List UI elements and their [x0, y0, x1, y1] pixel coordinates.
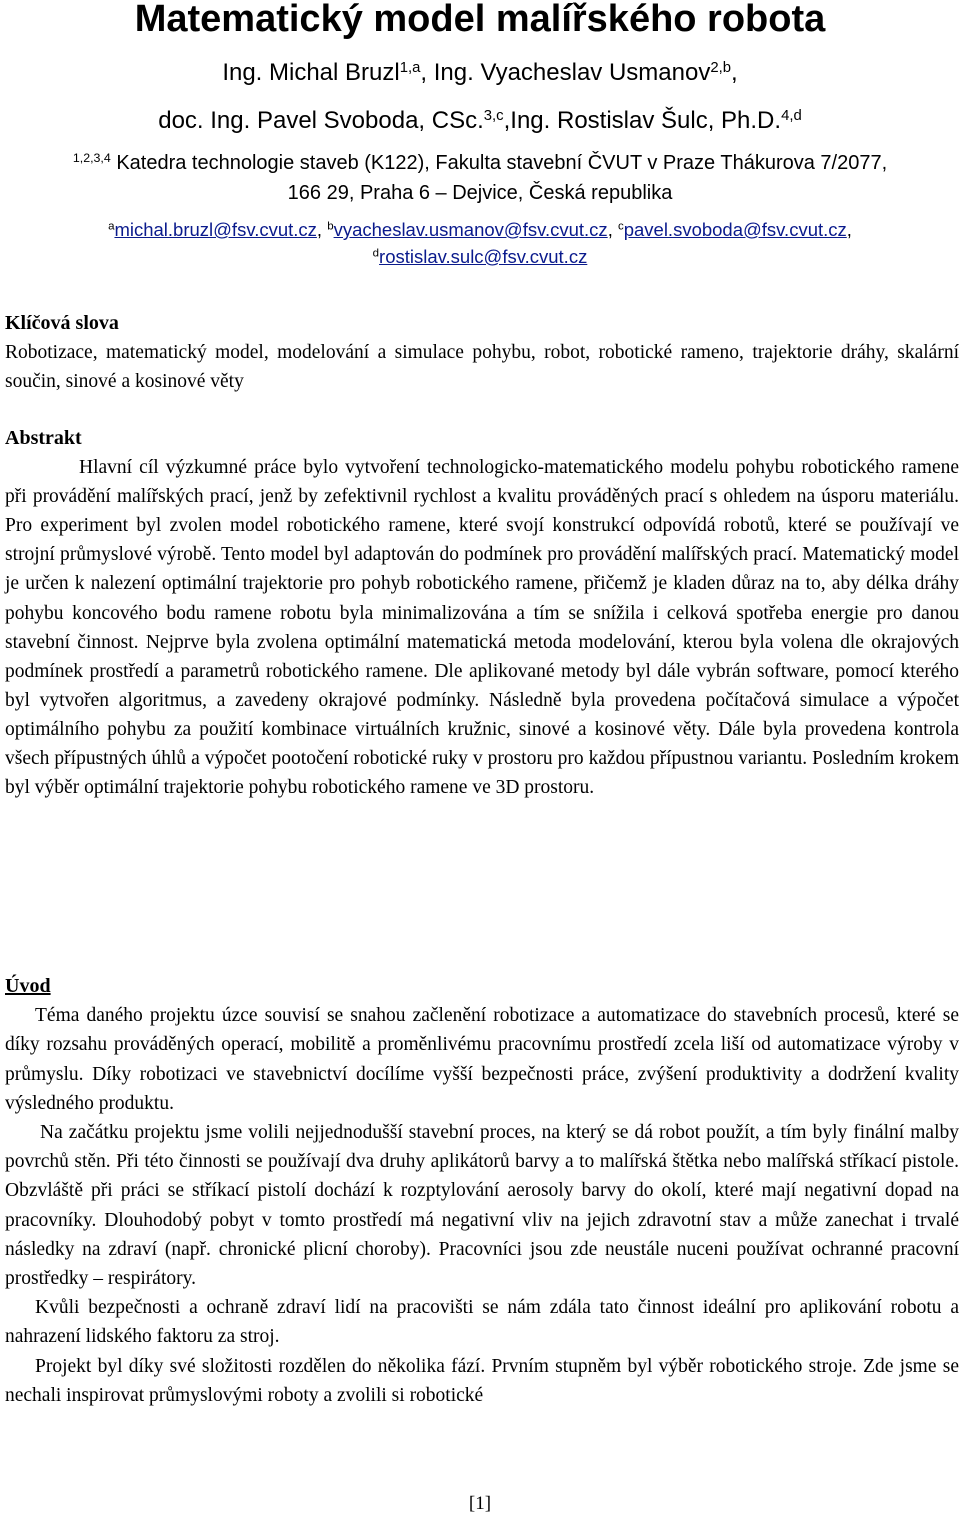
keywords-heading: Klíčová slova — [5, 312, 119, 334]
email-c-link[interactable]: pavel.svoboda@fsv.cvut.cz — [623, 219, 847, 240]
intro-paragraph-1: Téma daného projektu úzce souvisí se snahou začlenění robotizace a automatizace do stavebních procesů, které se díky rozsahu prováděných operací, mobilitě a proměnlivému pracovnímu prostředí zcela liší od automatizace výroby v průmyslu. Díky robotizaci ve stavebnictví docílíme vyšší bezpečnosti práce, zvýšení produktivity a dodržení kvality výsledného produktu. — [5, 1005, 959, 1114]
email-b-link[interactable]: vyacheslav.usmanov@fsv.cvut.cz — [333, 219, 608, 240]
keywords-text: Robotizace, matematický model, modelování a simulace pohybu, robot, robotické rameno, trajektorie dráhy, skalární součin, sinové a kosinové věty — [5, 342, 959, 392]
affiliation-sup: 1,2,3,4 — [72, 151, 111, 166]
abstract-heading: Abstrakt — [5, 427, 82, 449]
email-separator: , — [607, 219, 618, 240]
author-3-name: doc. Ing. Pavel Svoboda, CSc. — [158, 107, 484, 134]
emails-line-1 — [0, 218, 960, 242]
intro-paragraph-4: Projekt byl díky své složitosti rozdělen do několika fází. Prvním stupněm byl výběr robotického stroje. Zde jsme se nechali inspirovat průmyslovými roboty a zvolili si robotické — [5, 1355, 959, 1406]
intro-paragraph-2: Na začátku projektu jsme volili nejjednodušší stavební proces, na který se dá robot použít, a tím byly finální malby povrchů stěn. Při této činnosti se používají dva druhy aplikátorů barvy a to malířská štětka nebo malířská stříkací pistole. Obzvláště při práci se stříkací pistolí dochází k rozptylování aerosoly barvy do okolí, které mají negativní dopad na pracovníky. Dlouhodobý pobyt v tomto prostředí má negativní vliv na jejich zdravotní stav a může zanechat i trvalé následky na zdraví (např. chronické plicní choroby). Pracovníci jsou zde neustále nuceni používat ochranné pracovní prostředky – respirátory. — [5, 1122, 959, 1290]
authors-line-1 — [0, 57, 960, 89]
email-c-sup: c — [617, 220, 624, 233]
author-4-name: Ing. Rostislav Šulc, Ph.D. — [510, 107, 782, 134]
author-3-sup: 3,c — [483, 107, 504, 124]
email-b-sup: b — [327, 220, 334, 233]
email-d-sup: d — [372, 247, 380, 260]
abstract-section — [5, 424, 959, 802]
intro-heading: Úvod — [5, 975, 51, 997]
email-a-sup: a — [108, 220, 115, 233]
author-separator: , — [420, 59, 434, 86]
paper-title: Matematický model malířského robota — [134, 0, 826, 40]
author-line-end: , — [731, 59, 738, 86]
abstract-text: Hlavní cíl výzkumné práce bylo vytvoření technologicko-matematického modelu pohybu robotického ramene při provádění malířských prací, jenž by zefektivnil rychlost a kvalitu prováděných prací s ohledem na úsporu materiálu. Pro experiment byl zvolen model robotického ramene, které svojí konstrukcí odpovídá robotů, které se používají ve strojní průmyslové výrobě. Tento model byl adaptován do podmínek pro provádění malířských prací. Matematický model je určen k nalezení optimální trajektorie pro pohyb robotického ramene, přičemž je kladen důraz na to, aby délka dráhy pohybu koncového bodu ramene robotu byla minimalizována a tím se snížila i celková spotřeba energie pro danou stavební činnost. Nejprve byla zvolena optimální matematická metoda modelování, kterou byla volena dle okrajových podmínek prostředí a parametrů robotického ramene. Dle aplikované metody byl dále vybrán software, pomocí kterého byl vytvořen algoritmus, a zavedeny okrajové podmínky. Následně byla provedena počítačová simulace a výpočet optimálního pohybu za použití kombinace virtuálních kružnic, sinové a kosinové věty. Dále byla provedena kontrola všech přípustných úhlů a výpočet pootočení robotické ruky v prostoru pro každou přípustnou variantu. Posledním krokem byl výběr optimální trajektorie pohybu robotického ramene ve 3D prostoru. — [5, 457, 959, 799]
page-number: [1] — [468, 1493, 492, 1514]
affiliation-line-1 — [0, 148, 960, 178]
authors-line-2 — [0, 105, 960, 137]
author-2-name: Ing. Vyacheslav Usmanov — [433, 59, 711, 86]
email-a-link[interactable]: michal.bruzl@fsv.cvut.cz — [114, 219, 317, 240]
email-d-link[interactable]: rostislav.sulc@fsv.cvut.cz — [379, 246, 588, 267]
intro-paragraph-3: Kvůli bezpečnosti a ochraně zdraví lidí na pracovišti se nám zdála tato činnost ideální pro aplikování robotu a nahrazení lidského faktoru za stroj. — [5, 1297, 959, 1348]
email-trailing-comma: , — [846, 219, 852, 240]
emails-line-2 — [0, 245, 960, 269]
author-1-sup: 1,a — [399, 59, 421, 76]
author-1-name: Ing. Michal Bruzl — [222, 59, 400, 86]
author-separator-2: , — [503, 107, 511, 134]
email-separator: , — [316, 219, 328, 240]
affiliation-line-2: 166 29, Praha 6 – Dejvice, Česká republika — [287, 182, 673, 204]
author-4-sup: 4,d — [781, 107, 802, 124]
intro-section — [5, 972, 959, 1410]
keywords-section — [5, 309, 959, 396]
author-2-sup: 2,b — [710, 59, 732, 76]
affiliation-text-1: Katedra technologie staveb (K122), Fakulta stavební ČVUT v Praze Thákurova 7/2077, — [110, 152, 888, 174]
